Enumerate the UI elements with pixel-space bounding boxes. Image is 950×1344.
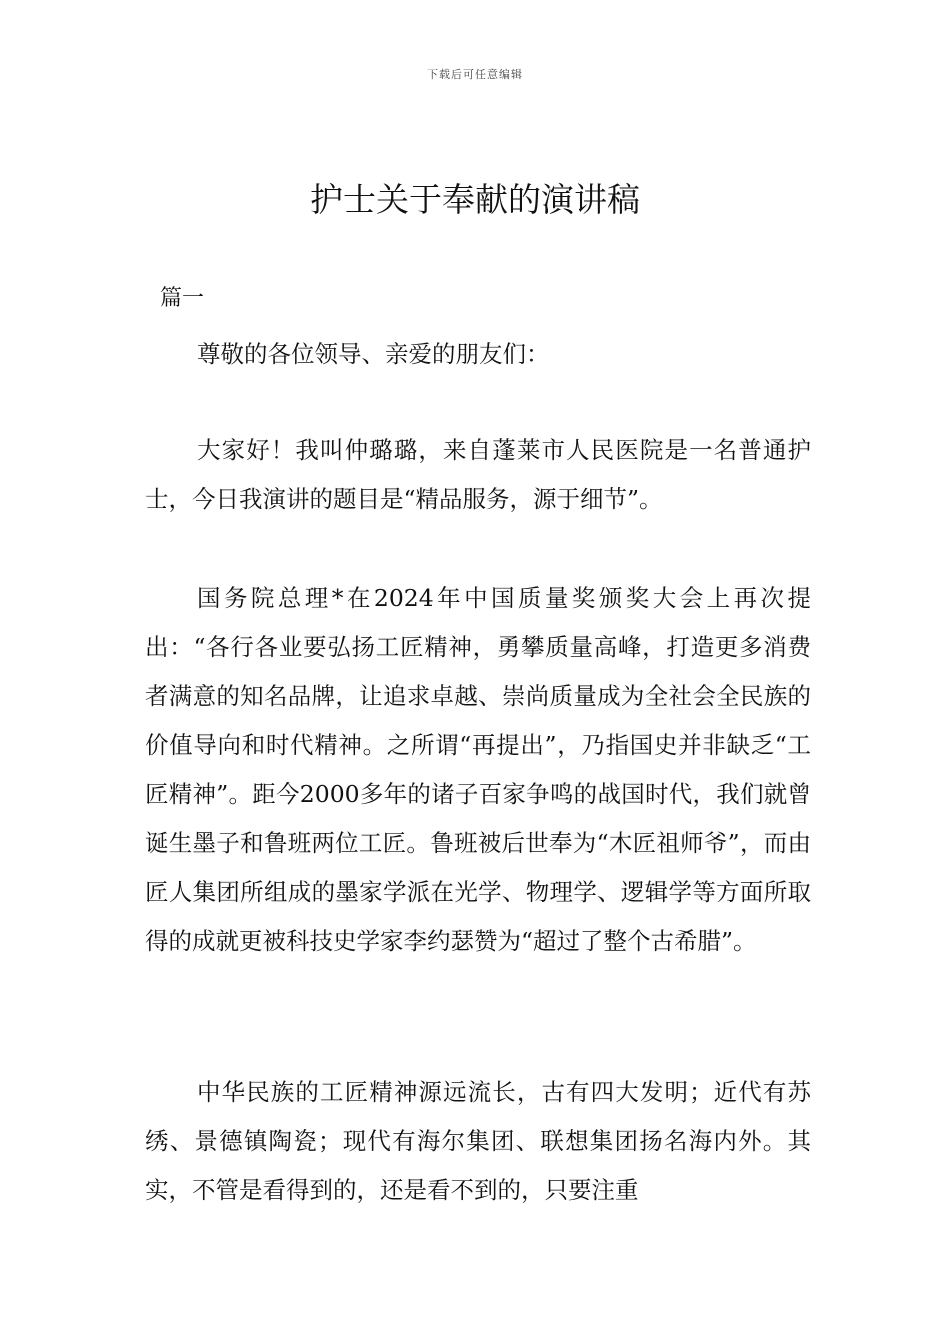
document-title: 护士关于奉献的演讲稿 — [310, 180, 640, 219]
paragraph-craftsmanship-quote: 国务院总理*在2024年中国质量奖颁奖大会上再次提出：“各行各业要弘扬工匠精神，勇攀质量高峰，打造更多消费者满意的知名品牌，让追求卓越、崇尚质量成为全社会全民族的价值导向和时代精神。之所谓“再提出”，乃指国史并非缺乏“工匠精神”。距今2000多年的诸子百家争鸣的战国时代，我们就曾诞生墨子和鲁班两位工匠。鲁班被后世奉为“木匠祖师爷”，而由匠人集团所组成的墨家学派在光学、物理学、逻辑学等方面所取得的成就更被科技史学家李约瑟赞为“超过了整个古希腊”。 — [145, 584, 811, 955]
section-label: 篇一 — [160, 286, 205, 311]
paragraph-craftsmanship-history: 中华民族的工匠精神源远流长，古有四大发明；近代有苏绣、景德镇陶瓷；现代有海尔集团、联想集团扬名海内外。其实，不管是看得到的，还是看不到的，只要注重 — [145, 1078, 811, 1204]
paragraph-greeting: 尊敬的各位领导、亲爱的朋友们： — [197, 340, 550, 368]
header-note: 下载后可任意编辑 — [427, 68, 523, 81]
paragraph-introduction: 大家好！我叫仲璐璐，来自蓬莱市人民医院是一名普通护士，今日我演讲的题目是“精品服务，源于细节”。 — [145, 436, 811, 513]
